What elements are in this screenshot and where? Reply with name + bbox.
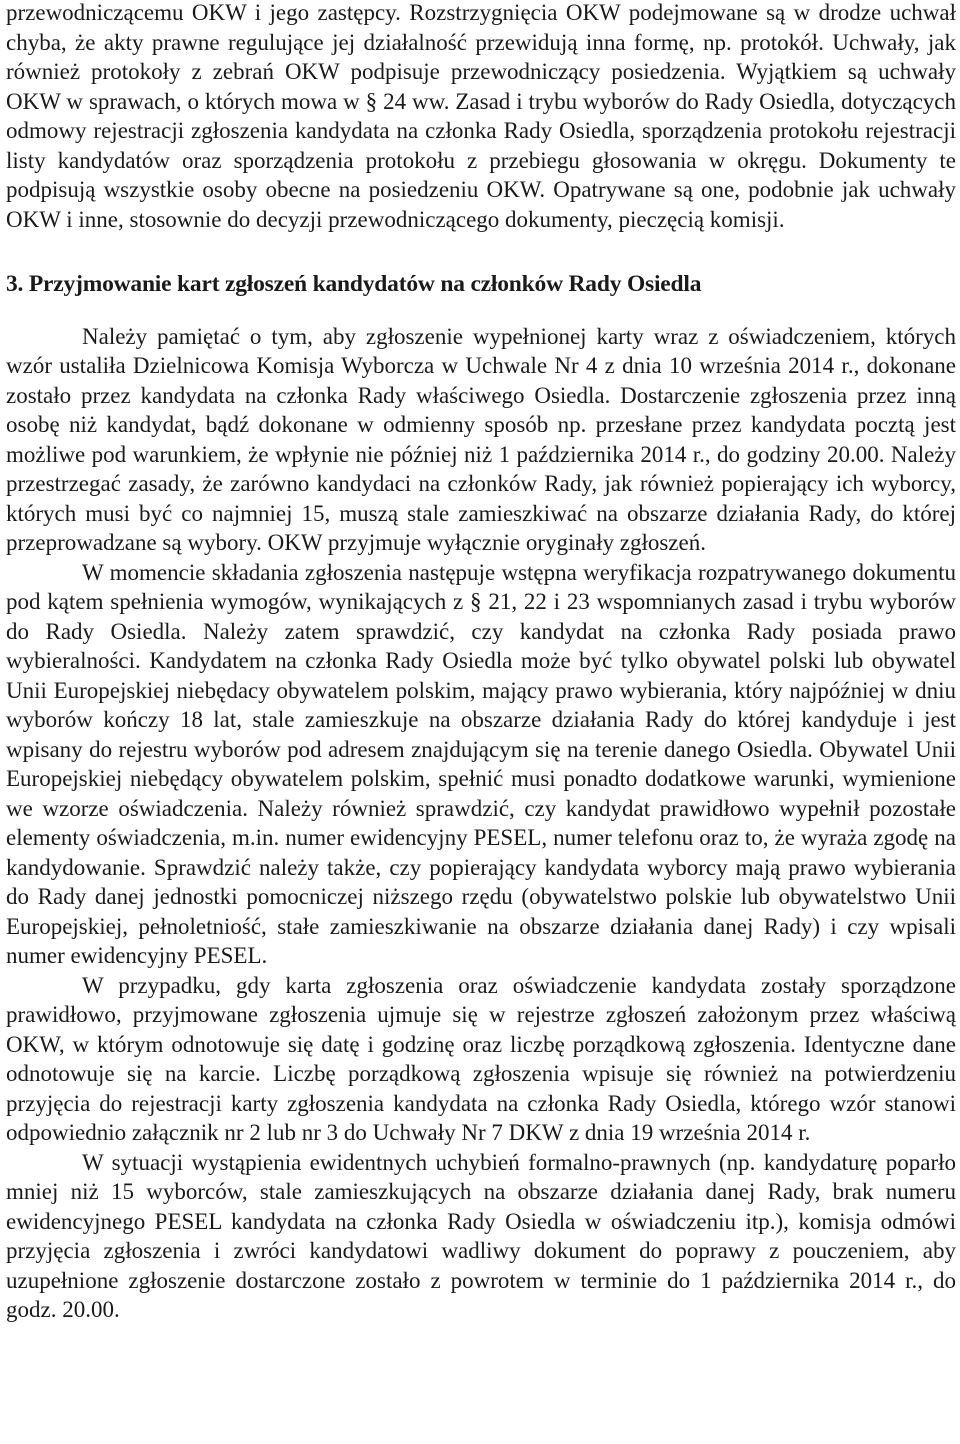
section-heading: 3. Przyjmowanie kart zgłoszeń kandydatów na członków Rady Osiedla [6,271,702,297]
paragraph-rejection: W sytuacji wystąpienia ewidentnych uchybień formalno-prawnych (np. kandydaturę poparło mniej niż 15 wyborców, stale zamieszkujących na obszarze działania danej Rady, brak numeru ewidencyjnego PESEL kandydata na członka Rady Osiedla w oświadczeniu itp.), komisja odmówi przyjęcia zgłoszenia i zwróci kandydatowi wadliwy dokument do poprawy z pouczeniem, aby uzupełnione zgłoszenie dostarczone zostało z powrotem w terminie do 1 października 2014 r., do godz. 20.00. [6,1149,956,1322]
paragraph-submission-rules: Należy pamiętać o tym, aby zgłoszenie wypełnionej karty wraz z oświadczeniem, których wzór ustaliła Dzielnicowa Komisja Wyborcza w Uchwale Nr 4 z dnia 10 września 2014 r., dokonane zostało przez kandydata na członka Rady właściwego Osiedla. Dostarczenie zgłoszenia przez inną osobę niż kandydat, bądź dokonane w odmienny sposób np. przesłane przez kandydata pocztą jest możliwe pod warunkiem, że wpłynie nie później niż 1 października 2014 r., do godziny 20.00. Należy przestrzegać zasady, że zarówno kandydaci na członków Rady, jak również popierający ich wyborcy, których musi być co najmniej 15, muszą stale zamieszkiwać na obszarze działania Rady, do której przeprowadzane są wybory. OKW przyjmuje wyłącznie oryginały zgłoszeń. [6,323,956,555]
paragraph-okw-decisions: przewodniczącemu OKW i jego zastępcy. Rozstrzygnięcia OKW podejmowane są w drodze uchwał chyba, że akty prawne regulujące jej działalność przewidują inna formę, np. protokół. Uchwały, jak również protokoły z zebrań OKW podpisuje przewodniczący posiedzenia. Wyjątkiem są uchwały OKW w sprawach, o których mowa w § 24 ww. Zasad i trybu wyborów do Rady Osiedla, dotyczących odmowy rejestracji zgłoszenia kandydata na członka Rady Osiedla, sporządzenia protokołu rejestracji listy kandydatów oraz sporządzenia protokołu z przebiegu głosowania w okręgu. Dokumenty te podpisują wszystkie osoby obecne na posiedzeniu OKW. Opatrywane są one, podobnie jak uchwały OKW i inne, stosownie do decyzji przewodniczącego dokumenty, pieczęcią komisji. [6,0,956,232]
paragraph-verification: W momencie składania zgłoszenia następuje wstępna weryfikacja rozpatrywanego dokumentu pod kątem spełnienia wymogów, wynikających z § 21, 22 i 23 wspomnianych zasad i trybu wyborów do Rady Osiedla. Należy zatem sprawdzić, czy kandydat na członka Rady posiada prawo wybieralności. Kandydatem na członka Rady Osiedla może być tylko obywatel polski lub obywatel Unii Europejskiej niebędacy obywatelem polskim, mający prawo wybierania, który najpóźniej w dniu wyborów kończy 18 lat, stale zamieszkuje na obszarze działania Rady do której kandyduje i jest wpisany do rejestru wyborów pod adresem znajdującym się na terenie danego Osiedla. Obywatel Unii Europejskiej niebędący obywatelem polskim, spełnić musi ponadto dodatkowe warunki, wymienione we wzorze oświadczenia. Należy również sprawdzić, czy kandydat prawidłowo wypełnił pozostałe elementy oświadczenia, m.in. numer ewidencyjny PESEL, numer telefonu oraz to, że wyraża zgodę na kandydowanie. Sprawdzić należy także, czy popierający kandydata wyborcy mają prawo wybierania do Rady danej jednostki pomocniczej niższego rzędu (obywatelstwo polskie lub obywatelstwo Unii Europejskiej, pełnoletniość, stałe zamieszkiwanie na obszarze działania danej Rady) i czy wpisali numer ewidencyjny PESEL. [6,559,956,968]
document-page [6,0,956,1325]
paragraph-registration: W przypadku, gdy karta zgłoszenia oraz oświadczenie kandydata zostały sporządzone prawidłowo, przyjmowane zgłoszenia ujmuje się w rejestrze zgłoszeń założonym przez właściwą OKW, w którym odnotowuje się datę i godzinę oraz liczbę porządkową zgłoszenia. Identyczne dane odnotowuje się na karcie. Liczbę porządkową zgłoszenia wpisuje się również na potwierdzeniu przyjęcia do rejestracji karty zgłoszenia kandydata na członka Rady Osiedla, którego wzór stanowi odpowiednio załącznik nr 2 lub nr 3 do Uchwały Nr 7 DKW z dnia 19 września 2014 r. [6,972,956,1145]
spacer [6,234,956,270]
